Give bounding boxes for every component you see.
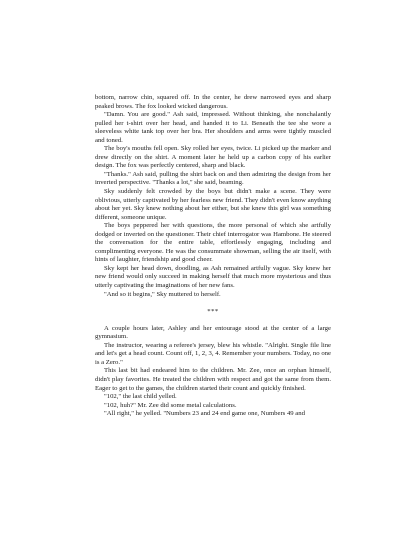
paragraph: The boys peppered her with questions, the more personal of which she artfully dodged or inverted on the questioner. Their chief interrogator was Hambone. He steered the conversation for the entire table, effortlessly engaging, including and complimenting everyone. He was the consummate showman, selling the air itself, with hints of laughter, friendship and good cheer. bbox=[95, 222, 331, 264]
paragraph: A couple hours later, Ashley and her entourage stood at the center of a large gymnasium. bbox=[95, 324, 331, 341]
paragraph: "Thanks." Ash said, pulling the shirt back on and then admiring the design from her inverted perspective. "Thanks a lot," she said, beaming. bbox=[95, 170, 331, 187]
paragraph: "102, huh?" Mr. Zee did some metal calculations. bbox=[104, 401, 237, 409]
paragraph: Sky suddenly felt crowded by the boys but didn't make a scene. They were oblivious, utterly captivated by her fearless new friend. They didn't even know anything about her yet. Sky knew nothing about her either, but she knew this girl was something different, someone unique. bbox=[95, 188, 331, 221]
body-text bbox=[95, 94, 331, 419]
paragraph: Sky kept her head down, doodling, as Ash remained artfully vague. Sky knew her new friend would only succeed in making herself that much more mysterious and thus utterly captivating the imaginations of her new fans. bbox=[95, 264, 331, 290]
scene-break: *** bbox=[207, 308, 219, 316]
paragraph: bottom, narrow chin, squared off. In the center, he drew narrowed eyes and sharp peaked brows. The fox looked wicked dangerous. bbox=[95, 94, 331, 110]
paragraph: "All right," he yelled. "Numbers 23 and 24 end game one, Numbers 49 and bbox=[104, 410, 305, 418]
paragraph: "And so it begins," Sky muttered to herself. bbox=[104, 290, 221, 298]
paragraph: "Damn. You are good." Ash said, impressed. Without thinking, she nonchalantly pulled her t-shirt over her head, and handed it to Li. Beneath the tee she wore a sleeveless white tank top over her bra. Her shoulders and arms were tightly muscled and toned. bbox=[95, 111, 331, 144]
paragraph: "102," the last child yelled. bbox=[104, 393, 177, 401]
paragraph: The instructor, wearing a referee's jersey, blew his whistle. "Alright. Single file line and let's get a head count. Count off, 1, 2, 3, 4. Remember your numbers. Today, no one is a Zero." bbox=[95, 341, 331, 366]
paragraph: This last bit had endeared him to the children. Mr. Zee, once an orphan himself, didn't play favorites. He treated the children with respect and got the same from them. Eager to get to the games, the children started their count and quickly finished. bbox=[95, 367, 331, 392]
paragraph: The boy's mouths fell open. Sky rolled her eyes, twice. Li picked up the marker and drew directly on the shirt. A moment later he held up a carbon copy of his earlier design. The fox was perfectly centered, sharp and black. bbox=[95, 145, 331, 170]
